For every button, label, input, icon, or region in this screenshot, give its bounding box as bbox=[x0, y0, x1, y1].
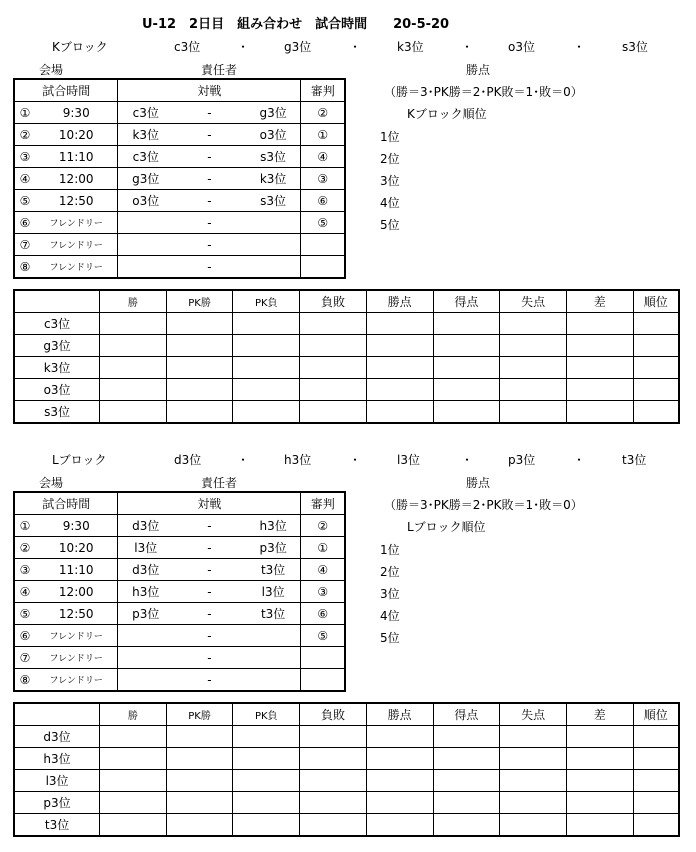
results-row bbox=[14, 748, 679, 770]
match-time: 10:20 bbox=[35, 124, 118, 146]
match-number: ⑦ bbox=[14, 647, 35, 669]
match-row bbox=[14, 581, 345, 603]
results-row bbox=[14, 814, 679, 837]
match-number: ⑧ bbox=[14, 669, 35, 692]
match-referee: ④ bbox=[301, 146, 345, 168]
results-table bbox=[13, 289, 680, 424]
schedule-header-match: 対戦 bbox=[118, 79, 301, 102]
results-cell bbox=[633, 357, 679, 379]
results-header-cell: 勝点 bbox=[366, 703, 433, 726]
results-cell bbox=[366, 726, 433, 748]
results-header-cell: 得点 bbox=[433, 703, 500, 726]
match-time: 12:50 bbox=[35, 190, 118, 212]
results-cell bbox=[566, 313, 633, 335]
results-cell bbox=[500, 770, 567, 792]
match-away: o3位 bbox=[246, 124, 301, 146]
match-home: l3位 bbox=[118, 537, 173, 559]
results-cell bbox=[366, 770, 433, 792]
match-home: c3位 bbox=[118, 146, 173, 168]
schedule-header-time: 試合時間 bbox=[14, 492, 118, 515]
separator-dot: ・ bbox=[461, 453, 474, 467]
match-row bbox=[14, 669, 345, 692]
team-label: k3位 bbox=[397, 40, 424, 54]
results-cell bbox=[500, 401, 567, 424]
match-time: 12:00 bbox=[35, 581, 118, 603]
results-header-cell bbox=[14, 703, 100, 726]
results-cell bbox=[100, 379, 167, 401]
match-away: l3位 bbox=[246, 581, 301, 603]
results-header-cell: 負敗 bbox=[300, 290, 367, 313]
match-away: t3位 bbox=[246, 603, 301, 625]
match-away bbox=[246, 625, 301, 647]
separator-dot: ・ bbox=[349, 453, 362, 467]
results-cell bbox=[633, 401, 679, 424]
match-referee: ② bbox=[301, 102, 345, 124]
match-referee bbox=[301, 669, 345, 692]
results-cell bbox=[100, 313, 167, 335]
match-referee: ③ bbox=[301, 168, 345, 190]
results-cell bbox=[366, 401, 433, 424]
results-cell bbox=[300, 357, 367, 379]
results-cell bbox=[566, 335, 633, 357]
results-header-cell: 負敗 bbox=[300, 703, 367, 726]
match-time: フレンドリー bbox=[35, 647, 118, 669]
results-header-cell: 失点 bbox=[500, 703, 567, 726]
results-cell bbox=[166, 335, 233, 357]
results-cell bbox=[300, 748, 367, 770]
results-team: g3位 bbox=[14, 335, 100, 357]
results-cell bbox=[300, 313, 367, 335]
match-home: d3位 bbox=[118, 515, 173, 537]
results-cell bbox=[100, 357, 167, 379]
separator-dot: ・ bbox=[573, 453, 586, 467]
results-cell bbox=[100, 401, 167, 424]
match-time: フレンドリー bbox=[35, 256, 118, 279]
match-row bbox=[14, 625, 345, 647]
results-cell bbox=[566, 770, 633, 792]
results-cell bbox=[433, 357, 500, 379]
results-cell bbox=[233, 357, 300, 379]
match-home bbox=[118, 625, 173, 647]
results-header-cell: 順位 bbox=[633, 703, 679, 726]
match-row bbox=[14, 168, 345, 190]
results-cell bbox=[300, 401, 367, 424]
results-cell bbox=[166, 770, 233, 792]
results-cell bbox=[166, 379, 233, 401]
match-row bbox=[14, 256, 345, 279]
match-referee: ④ bbox=[301, 559, 345, 581]
results-cell bbox=[366, 379, 433, 401]
results-header-cell: 得点 bbox=[433, 290, 500, 313]
results-cell bbox=[233, 748, 300, 770]
results-team: l3位 bbox=[14, 770, 100, 792]
match-home: p3位 bbox=[118, 603, 173, 625]
results-cell bbox=[433, 401, 500, 424]
results-cell bbox=[300, 792, 367, 814]
results-cell bbox=[433, 313, 500, 335]
match-row bbox=[14, 647, 345, 669]
block-name: Lブロック bbox=[52, 453, 107, 467]
match-separator: - bbox=[173, 102, 246, 124]
results-cell bbox=[433, 335, 500, 357]
results-header-cell: 勝 bbox=[100, 703, 167, 726]
points-label: 勝点 bbox=[466, 476, 491, 490]
rank-label: 3位 bbox=[380, 587, 400, 601]
manager-label: 責任者 bbox=[201, 476, 238, 490]
results-cell bbox=[566, 401, 633, 424]
match-number: ⑧ bbox=[14, 256, 35, 279]
match-referee bbox=[301, 647, 345, 669]
match-time: 12:00 bbox=[35, 168, 118, 190]
match-separator: - bbox=[173, 256, 246, 279]
results-cell bbox=[633, 335, 679, 357]
results-team: o3位 bbox=[14, 379, 100, 401]
results-cell bbox=[166, 313, 233, 335]
results-cell bbox=[633, 748, 679, 770]
match-separator: - bbox=[173, 581, 246, 603]
match-away: g3位 bbox=[246, 102, 301, 124]
results-header-cell: 差 bbox=[566, 703, 633, 726]
results-cell bbox=[233, 770, 300, 792]
results-header-cell bbox=[14, 290, 100, 313]
match-home: h3位 bbox=[118, 581, 173, 603]
results-cell bbox=[300, 726, 367, 748]
results-team: d3位 bbox=[14, 726, 100, 748]
match-separator: - bbox=[173, 603, 246, 625]
match-home bbox=[118, 669, 173, 692]
match-referee bbox=[301, 256, 345, 279]
match-number: ④ bbox=[14, 168, 35, 190]
results-cell bbox=[166, 814, 233, 837]
match-separator: - bbox=[173, 212, 246, 234]
results-cell bbox=[166, 401, 233, 424]
match-row bbox=[14, 603, 345, 625]
results-cell bbox=[566, 379, 633, 401]
match-home: k3位 bbox=[118, 124, 173, 146]
results-cell bbox=[300, 379, 367, 401]
rank-label: 4位 bbox=[380, 196, 400, 210]
match-number: ① bbox=[14, 515, 35, 537]
match-separator: - bbox=[173, 515, 246, 537]
results-header-cell: PK負 bbox=[233, 703, 300, 726]
match-number: ⑥ bbox=[14, 212, 35, 234]
results-cell bbox=[166, 748, 233, 770]
match-referee: ② bbox=[301, 515, 345, 537]
schedule-header-referee: 審判 bbox=[301, 79, 345, 102]
points-rule: （勝＝3･PK勝＝2･PK敗＝1･敗＝0） bbox=[384, 498, 583, 512]
match-home: g3位 bbox=[118, 168, 173, 190]
results-header-cell: 順位 bbox=[633, 290, 679, 313]
match-time: 9:30 bbox=[35, 515, 118, 537]
results-cell bbox=[366, 313, 433, 335]
results-cell bbox=[300, 335, 367, 357]
results-cell bbox=[500, 792, 567, 814]
results-cell bbox=[100, 792, 167, 814]
results-cell bbox=[233, 335, 300, 357]
team-label: o3位 bbox=[508, 40, 535, 54]
results-cell bbox=[566, 748, 633, 770]
results-cell bbox=[433, 748, 500, 770]
match-away: p3位 bbox=[246, 537, 301, 559]
results-cell bbox=[433, 770, 500, 792]
match-away bbox=[246, 669, 301, 692]
results-row bbox=[14, 357, 679, 379]
match-referee bbox=[301, 234, 345, 256]
results-row bbox=[14, 792, 679, 814]
ranking-title: Kブロック順位 bbox=[407, 107, 487, 121]
rank-label: 1位 bbox=[380, 130, 400, 144]
match-referee: ⑤ bbox=[301, 625, 345, 647]
results-cell bbox=[500, 313, 567, 335]
match-number: ③ bbox=[14, 146, 35, 168]
separator-dot: ・ bbox=[573, 40, 586, 54]
match-number: ② bbox=[14, 124, 35, 146]
match-row bbox=[14, 124, 345, 146]
match-number: ⑤ bbox=[14, 603, 35, 625]
results-team: t3位 bbox=[14, 814, 100, 837]
results-header-row bbox=[14, 703, 679, 726]
results-cell bbox=[566, 814, 633, 837]
results-cell bbox=[300, 770, 367, 792]
results-cell bbox=[233, 313, 300, 335]
results-cell bbox=[566, 357, 633, 379]
match-row bbox=[14, 102, 345, 124]
match-away bbox=[246, 256, 301, 279]
page-title: U-12 2日目 組み合わせ 試合時間 20-5-20 bbox=[142, 17, 450, 32]
rank-label: 5位 bbox=[380, 218, 400, 232]
schedule-header-time: 試合時間 bbox=[14, 79, 118, 102]
match-away: t3位 bbox=[246, 559, 301, 581]
results-cell bbox=[633, 313, 679, 335]
match-home bbox=[118, 256, 173, 279]
results-cell bbox=[166, 792, 233, 814]
results-row bbox=[14, 335, 679, 357]
results-header-row bbox=[14, 290, 679, 313]
team-label: p3位 bbox=[508, 453, 536, 467]
results-cell bbox=[300, 814, 367, 837]
results-cell bbox=[633, 770, 679, 792]
results-cell bbox=[233, 726, 300, 748]
match-number: ③ bbox=[14, 559, 35, 581]
match-separator: - bbox=[173, 234, 246, 256]
match-separator: - bbox=[173, 669, 246, 692]
match-row bbox=[14, 559, 345, 581]
results-table bbox=[13, 702, 680, 837]
match-away: s3位 bbox=[246, 146, 301, 168]
match-separator: - bbox=[173, 559, 246, 581]
match-home: c3位 bbox=[118, 102, 173, 124]
match-referee: ⑤ bbox=[301, 212, 345, 234]
match-home: d3位 bbox=[118, 559, 173, 581]
team-label: c3位 bbox=[174, 40, 201, 54]
match-away bbox=[246, 234, 301, 256]
results-row bbox=[14, 379, 679, 401]
separator-dot: ・ bbox=[237, 40, 250, 54]
results-cell bbox=[500, 748, 567, 770]
match-separator: - bbox=[173, 537, 246, 559]
rank-label: 2位 bbox=[380, 565, 400, 579]
match-time: 9:30 bbox=[35, 102, 118, 124]
results-header-cell: 失点 bbox=[500, 290, 567, 313]
results-cell bbox=[100, 748, 167, 770]
match-number: ① bbox=[14, 102, 35, 124]
results-cell bbox=[500, 726, 567, 748]
match-separator: - bbox=[173, 625, 246, 647]
match-row bbox=[14, 234, 345, 256]
results-header-cell: 差 bbox=[566, 290, 633, 313]
venue-label: 会場 bbox=[39, 476, 64, 490]
rank-label: 3位 bbox=[380, 174, 400, 188]
results-cell bbox=[566, 792, 633, 814]
results-team: p3位 bbox=[14, 792, 100, 814]
results-cell bbox=[633, 379, 679, 401]
results-row bbox=[14, 770, 679, 792]
match-referee: ① bbox=[301, 124, 345, 146]
schedule-table bbox=[13, 491, 346, 692]
results-team: c3位 bbox=[14, 313, 100, 335]
match-separator: - bbox=[173, 168, 246, 190]
match-separator: - bbox=[173, 124, 246, 146]
schedule-header-referee: 審判 bbox=[301, 492, 345, 515]
rank-label: 5位 bbox=[380, 631, 400, 645]
team-label: l3位 bbox=[397, 453, 420, 467]
results-cell bbox=[366, 814, 433, 837]
results-cell bbox=[233, 814, 300, 837]
results-cell bbox=[233, 379, 300, 401]
block-name: Kブロック bbox=[52, 40, 108, 54]
match-time: フレンドリー bbox=[35, 669, 118, 692]
results-cell bbox=[500, 379, 567, 401]
match-time: フレンドリー bbox=[35, 234, 118, 256]
match-time: フレンドリー bbox=[35, 625, 118, 647]
results-cell bbox=[233, 401, 300, 424]
rank-label: 2位 bbox=[380, 152, 400, 166]
results-cell bbox=[633, 726, 679, 748]
results-cell bbox=[433, 726, 500, 748]
match-time: 11:10 bbox=[35, 146, 118, 168]
results-cell bbox=[366, 357, 433, 379]
points-label: 勝点 bbox=[466, 63, 491, 77]
match-row bbox=[14, 190, 345, 212]
results-team: h3位 bbox=[14, 748, 100, 770]
results-cell bbox=[633, 814, 679, 837]
match-number: ② bbox=[14, 537, 35, 559]
results-row bbox=[14, 401, 679, 424]
match-home bbox=[118, 234, 173, 256]
results-cell bbox=[366, 748, 433, 770]
match-referee: ⑥ bbox=[301, 190, 345, 212]
results-cell bbox=[633, 792, 679, 814]
match-number: ④ bbox=[14, 581, 35, 603]
results-cell bbox=[433, 792, 500, 814]
match-row bbox=[14, 537, 345, 559]
venue-label: 会場 bbox=[39, 63, 64, 77]
results-header-cell: 勝点 bbox=[366, 290, 433, 313]
results-header-cell: PK勝 bbox=[166, 290, 233, 313]
results-cell bbox=[433, 814, 500, 837]
results-team: k3位 bbox=[14, 357, 100, 379]
results-row bbox=[14, 726, 679, 748]
points-rule: （勝＝3･PK勝＝2･PK敗＝1･敗＝0） bbox=[384, 85, 583, 99]
results-cell bbox=[100, 814, 167, 837]
results-row bbox=[14, 313, 679, 335]
match-number: ⑤ bbox=[14, 190, 35, 212]
match-away bbox=[246, 212, 301, 234]
results-cell bbox=[566, 726, 633, 748]
match-row bbox=[14, 212, 345, 234]
results-header-cell: PK負 bbox=[233, 290, 300, 313]
rank-label: 1位 bbox=[380, 543, 400, 557]
team-label: t3位 bbox=[622, 453, 647, 467]
match-time: フレンドリー bbox=[35, 212, 118, 234]
results-cell bbox=[100, 726, 167, 748]
results-cell bbox=[166, 357, 233, 379]
match-separator: - bbox=[173, 190, 246, 212]
match-separator: - bbox=[173, 647, 246, 669]
results-cell bbox=[166, 726, 233, 748]
match-number: ⑥ bbox=[14, 625, 35, 647]
separator-dot: ・ bbox=[349, 40, 362, 54]
results-cell bbox=[500, 357, 567, 379]
results-header-cell: PK勝 bbox=[166, 703, 233, 726]
team-label: d3位 bbox=[174, 453, 202, 467]
results-cell bbox=[500, 335, 567, 357]
rank-label: 4位 bbox=[380, 609, 400, 623]
schedule-table bbox=[13, 78, 346, 279]
match-referee: ③ bbox=[301, 581, 345, 603]
match-row bbox=[14, 515, 345, 537]
match-home bbox=[118, 212, 173, 234]
match-row bbox=[14, 146, 345, 168]
schedule-header-match: 対戦 bbox=[118, 492, 301, 515]
results-header-cell: 勝 bbox=[100, 290, 167, 313]
separator-dot: ・ bbox=[461, 40, 474, 54]
results-cell bbox=[366, 792, 433, 814]
match-separator: - bbox=[173, 146, 246, 168]
match-referee: ⑥ bbox=[301, 603, 345, 625]
match-number: ⑦ bbox=[14, 234, 35, 256]
match-time: 10:20 bbox=[35, 537, 118, 559]
match-away: h3位 bbox=[246, 515, 301, 537]
manager-label: 責任者 bbox=[201, 63, 238, 77]
results-cell bbox=[100, 335, 167, 357]
team-label: h3位 bbox=[284, 453, 312, 467]
results-cell bbox=[433, 379, 500, 401]
results-team: s3位 bbox=[14, 401, 100, 424]
match-referee: ① bbox=[301, 537, 345, 559]
match-away: s3位 bbox=[246, 190, 301, 212]
results-cell bbox=[100, 770, 167, 792]
match-away bbox=[246, 647, 301, 669]
separator-dot: ・ bbox=[237, 453, 250, 467]
results-cell bbox=[500, 814, 567, 837]
results-cell bbox=[233, 792, 300, 814]
match-away: k3位 bbox=[246, 168, 301, 190]
team-label: g3位 bbox=[284, 40, 312, 54]
match-time: 12:50 bbox=[35, 603, 118, 625]
results-cell bbox=[366, 335, 433, 357]
match-time: 11:10 bbox=[35, 559, 118, 581]
team-label: s3位 bbox=[622, 40, 648, 54]
match-home bbox=[118, 647, 173, 669]
match-home: o3位 bbox=[118, 190, 173, 212]
ranking-title: Lブロック順位 bbox=[407, 520, 486, 534]
